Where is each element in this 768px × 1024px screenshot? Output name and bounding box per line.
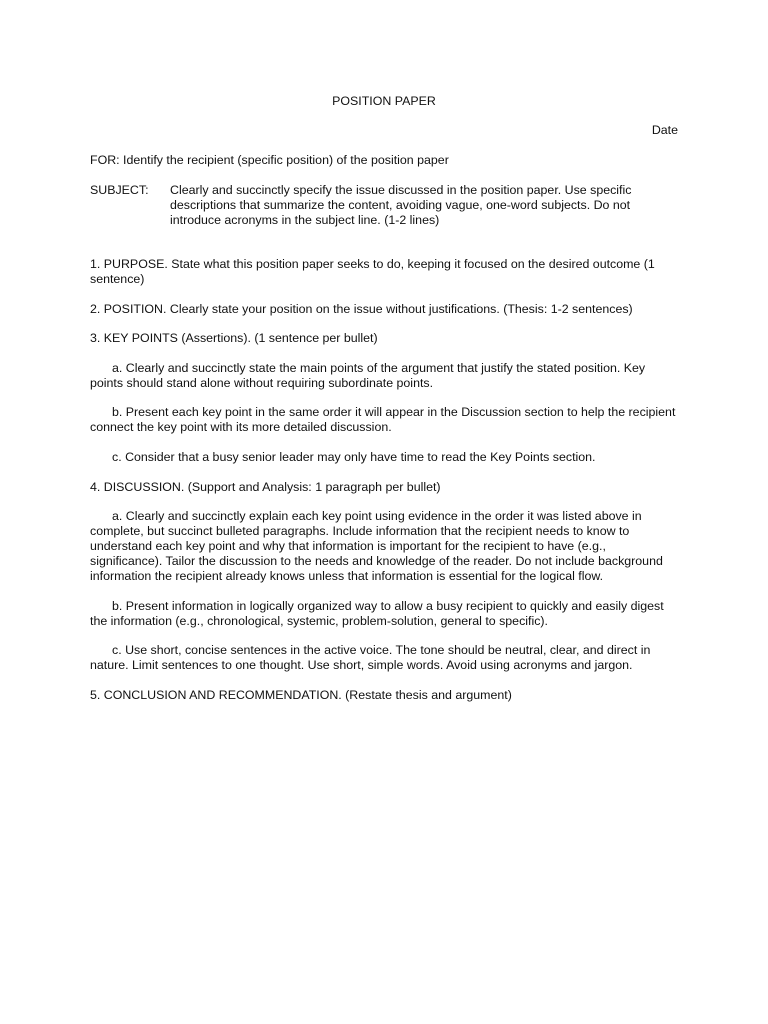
discussion-a: a. Clearly and succinctly explain each key point using evidence in the order it was listed above in complete, but succinct bulleted paragraphs. Include information that the recipient needs to know to understand each key point and why that information is important for the recipient to have (e.g., significance). Tailor the discussion to the needs and knowledge of the reader. Do not include background information the recipient already knows unless that information is essential for the logical flow.	[90, 509, 663, 583]
discussion-heading: 4. DISCUSSION. (Support and Analysis: 1 paragraph per bullet)	[90, 480, 441, 494]
page-title: POSITION PAPER	[332, 94, 436, 108]
conclusion-paragraph: 5. CONCLUSION AND RECOMMENDATION. (Restate thesis and argument)	[90, 688, 512, 702]
position-paragraph: 2. POSITION. Clearly state your position on the issue without justifications. (Thesis: 1-2 sentences)	[90, 302, 633, 316]
purpose-paragraph: 1. PURPOSE. State what this position paper seeks to do, keeping it focused on the desired outcome (1 sentence)	[90, 257, 655, 286]
subject-row	[90, 183, 680, 228]
date-label: Date	[651, 123, 678, 137]
key-point-b: b. Present each key point in the same order it will appear in the Discussion section to help the recipient connect the key point with its more detailed discussion.	[90, 405, 676, 434]
key-point-c: c. Consider that a busy senior leader may only have time to read the Key Points section.	[112, 450, 596, 464]
key-points-heading: 3. KEY POINTS (Assertions). (1 sentence per bullet)	[90, 331, 378, 345]
for-line: FOR: Identify the recipient (specific position) of the position paper	[90, 153, 449, 167]
key-point-a: a. Clearly and succinctly state the main points of the argument that justify the stated position. Key points should stand alone without requiring subordinate points.	[90, 361, 646, 390]
subject-label: SUBJECT:	[90, 183, 149, 197]
discussion-b: b. Present information in logically organized way to allow a busy recipient to quickly and easily digest the information (e.g., chronological, systemic, problem-solution, general to specific).	[90, 599, 664, 628]
discussion-c: c. Use short, concise sentences in the active voice. The tone should be neutral, clear, and direct in nature. Limit sentences to one thought. Use short, simple words. Avoid using acronyms and jargon.	[90, 643, 651, 672]
subject-text: Clearly and succinctly specify the issue discussed in the position paper. Use specific descriptions that summarize the content, avoiding vague, one-word subjects. Do not introduce acronyms in the subject line. (1-2 lines)	[170, 183, 632, 227]
